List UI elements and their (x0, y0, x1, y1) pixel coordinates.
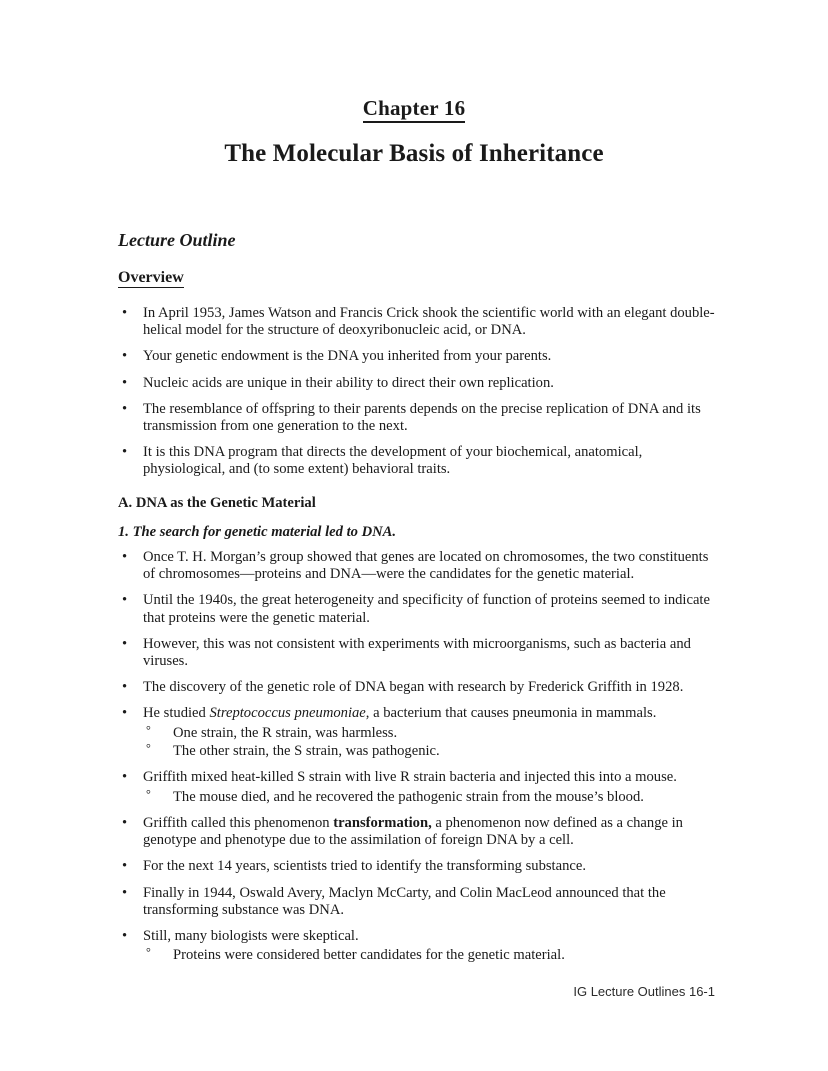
bullet-marker-icon: • (122, 374, 128, 391)
list-item (118, 375, 718, 392)
bullet-marker-icon: • (122, 400, 128, 417)
sub-list-item (143, 722, 718, 742)
list-item-text: Once T. H. Morgan’s group showed that genes are located on chromosomes, the two constituents of chromosomes—proteins and DNA—were the candidates for the genetic material. (143, 549, 709, 583)
list-item (118, 401, 718, 435)
list-item-text: The discovery of the genetic role of DNA began with research by Frederick Griffith in 1928. (143, 679, 684, 696)
sub-list-item-text: The mouse died, and he recovered the pathogenic strain from the mouse’s blood. (173, 788, 644, 805)
bullet-marker-icon: • (122, 635, 128, 652)
sub-bullet-marker-icon: ° (146, 741, 151, 756)
bullet-marker-icon: • (122, 549, 128, 566)
bullet-marker-icon: • (122, 769, 128, 786)
bullet-marker-icon: • (122, 444, 128, 461)
list-item-text: Your genetic endowment is the DNA you inherited from your parents. (143, 348, 552, 365)
list-item (118, 348, 718, 365)
overview-heading-text: Overview (118, 269, 184, 286)
list-item-text (143, 705, 718, 722)
document-body (118, 305, 718, 974)
list-item-text: It is this DNA program that directs the development of your biochemical, anatomical, physiological, and (to some extent) behavioral traits. (143, 444, 643, 478)
list-item-text-pre: He studied (143, 705, 210, 722)
sub-list-item (143, 947, 718, 964)
bullet-marker-icon: • (122, 705, 128, 722)
sub-bullet-list (143, 786, 718, 806)
bullet-marker-icon: • (122, 305, 128, 321)
list-item (118, 305, 718, 339)
list-item-text-post: , a bacterium that causes pneumonia in mammals. (365, 705, 657, 722)
list-item-text-post: a phenomenon now defined as a change in genotype and phenotype due to the assimilation of foreign DNA by a cell. (143, 815, 683, 849)
sub-bullet-marker-icon: ° (146, 945, 151, 960)
sub-list-item-text: The other strain, the S strain, was pathogenic. (173, 743, 440, 760)
section-heading-a: A. DNA as the Genetic Material (118, 494, 316, 511)
bullet-marker-icon: • (122, 858, 128, 875)
subsection-heading-1: 1. The search for genetic material led to DNA. (118, 523, 397, 540)
lecture-outline-heading: Lecture Outline (118, 230, 236, 250)
list-item (118, 815, 718, 849)
page-title: The Molecular Basis of Inheritance (224, 140, 604, 167)
bullet-marker-icon: • (122, 928, 128, 945)
species-name: Streptococcus pneumoniae (209, 705, 366, 722)
list-item-text: Nucleic acids are unique in their ability to direct their own replication. (143, 374, 554, 391)
list-item-text-pre: Griffith called this phenomenon (143, 815, 334, 832)
chapter-label-text: Chapter 16 (363, 96, 466, 123)
list-item (118, 592, 718, 626)
sub-bullet-list (143, 947, 718, 964)
bullet-marker-icon: • (122, 815, 128, 832)
list-item-text: Finally in 1944, Oswald Avery, Maclyn McCarty, and Colin MacLeod announced that the transforming substance was DNA. (143, 884, 666, 918)
list-item (118, 858, 718, 875)
bullet-marker-icon: • (122, 348, 128, 365)
bullet-marker-icon: • (122, 679, 128, 696)
list-item-text: Griffith mixed heat-killed S strain with live R strain bacteria and injected this into a mouse. (143, 769, 677, 786)
sub-list-item-text: One strain, the R strain, was harmless. (173, 724, 398, 741)
bullet-marker-icon: • (122, 592, 128, 609)
list-item (118, 444, 718, 478)
chapter-label (0, 96, 828, 121)
list-item (118, 705, 718, 760)
list-item (118, 549, 718, 583)
term-transformation: transformation, (333, 815, 432, 832)
list-item-text: However, this was not consistent with experiments with microorganisms, such as bacteria and viruses. (143, 635, 691, 670)
list-item-text: Still, many biologists were skeptical. (143, 928, 359, 945)
list-item (118, 769, 718, 806)
section-a-bullet-list (118, 549, 718, 965)
sub-list-item (143, 786, 718, 806)
sub-list-item (143, 743, 718, 760)
list-item (118, 636, 718, 670)
list-item (118, 928, 718, 965)
list-item (118, 679, 718, 696)
list-item-text (143, 815, 718, 849)
list-item (118, 885, 718, 919)
sub-bullet-list (143, 722, 718, 761)
list-item-text: For the next 14 years, scientists tried to identify the transforming substance. (143, 858, 586, 875)
sub-list-item-text: Proteins were considered better candidates for the genetic material. (173, 947, 565, 964)
sub-bullet-marker-icon: ° (146, 722, 151, 737)
list-item-text: Until the 1940s, the great heterogeneity and specificity of function of proteins seemed to indicate that proteins were the genetic material. (143, 592, 710, 626)
page-footer: IG Lecture Outlines 16-1 (573, 984, 715, 999)
sub-bullet-marker-icon: ° (146, 786, 151, 801)
list-item-text: The resemblance of offspring to their parents depends on the precise replication of DNA and its transmission from one generation to the next. (143, 400, 701, 435)
bullet-marker-icon: • (122, 884, 128, 901)
list-item-text: In April 1953, James Watson and Francis Crick shook the scientific world with an elegant double-helical model for the structure of deoxyribonucleic acid, or DNA. (143, 305, 715, 339)
overview-bullet-list (118, 305, 718, 479)
overview-heading (118, 269, 184, 287)
